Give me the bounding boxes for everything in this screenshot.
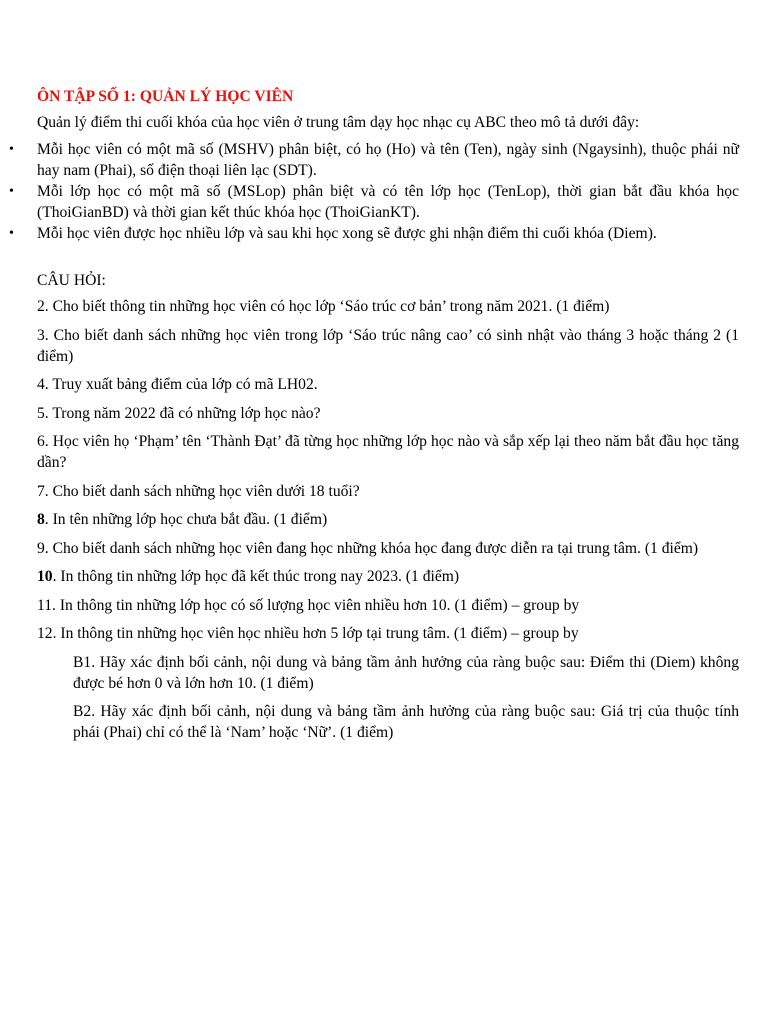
question-item <box>37 431 739 473</box>
question-number: 11. <box>37 596 56 614</box>
question-text: Cho biết danh sách những học viên dưới 18 tuổi? <box>48 482 360 500</box>
question-text: In thông tin những lớp học có số lượng học viên nhiều hơn 10. (1 điểm) – group by <box>55 596 580 614</box>
question-item <box>37 623 739 644</box>
list-item-text: Mỗi học viên có một mã số (MSHV) phân biệt, có họ (Ho) và tên (Ten), ngày sinh (Ngaysinh), thuộc phái nữ hay nam (Phai), số điện thoại liên lạc (SDT). <box>37 141 739 179</box>
sub-question-b2: B2. Hãy xác định bối cảnh, nội dung và bảng tầm ảnh hưởng của ràng buộc sau: Giá trị của thuộc tính phái (Phai) chỉ có thể là ‘Nam’ hoặc ‘Nữ’. (1 điểm) <box>73 702 739 741</box>
question-item <box>37 296 739 317</box>
question-item <box>37 509 739 530</box>
question-number: 7. <box>37 482 49 500</box>
question-number: 4. <box>37 376 49 393</box>
intro-paragraph: Quản lý điểm thi cuối khóa của học viên ở trung tâm dạy học nhạc cụ ABC theo mô tả dưới đây: <box>37 114 640 131</box>
question-item <box>37 325 739 367</box>
question-text: . In thông tin những lớp học đã kết thúc trong nay 2023. (1 điểm) <box>52 568 460 585</box>
document-title: ÔN TẬP SỐ 1: QUẢN LÝ HỌC VIÊN <box>37 88 294 105</box>
question-number: 8 <box>37 511 45 528</box>
question-text: Truy xuất bảng điểm của lớp có mã LH02. <box>48 376 318 393</box>
list-item-text: Mỗi lớp học có một mã số (MSLop) phân biệt và có tên lớp học (TenLop), thời gian bắt đầu khóa học (ThoiGianBD) và thời gian kết thúc khóa học (ThoiGianKT). <box>37 183 739 221</box>
question-text: Cho biết danh sách những học viên trong lớp ‘Sáo trúc nâng cao’ có sinh nhật vào tháng 3 hoặc tháng 2 (1 điểm) <box>37 326 739 365</box>
questions-heading: CÂU HỎI: <box>37 272 106 289</box>
bullet-icon: • <box>9 184 14 199</box>
question-number: 10 <box>37 568 53 585</box>
list-item <box>9 181 739 223</box>
question-number: 2. <box>37 298 49 315</box>
question-item <box>37 403 739 424</box>
questions-list <box>37 296 739 750</box>
question-item <box>37 538 739 559</box>
list-item <box>9 223 739 244</box>
question-text: Cho biết danh sách những học viên đang học những khóa học đang được diễn ra tại trung tâm. (1 điểm) <box>48 539 699 557</box>
bullet-icon: • <box>9 226 14 241</box>
question-number: 9. <box>37 539 49 557</box>
list-item-text: Mỗi học viên được học nhiều lớp và sau khi học xong sẽ được ghi nhận điểm thi cuối khóa (Diem). <box>37 225 657 242</box>
sub-question-b1: B1. Hãy xác định bối cảnh, nội dung và bảng tầm ảnh hưởng của ràng buộc sau: Điểm thi (Diem) không được bé hơn 0 và lớn hơn 10. (1 điểm) <box>73 653 739 692</box>
question-item <box>37 566 739 587</box>
question-number: 5. <box>37 404 49 422</box>
question-item <box>37 481 739 502</box>
question-text: In thông tin những học viên học nhiều hơn 5 lớp tại trung tâm. (1 điểm) – group by <box>56 625 579 642</box>
question-number: 12. <box>37 625 57 642</box>
question-item <box>37 595 739 616</box>
question-text: Học viên họ ‘Phạm’ tên ‘Thành Đạt’ đã từng học những lớp học nào và sắp xếp lại theo năm bắt đầu học tăng dần? <box>37 433 739 471</box>
bullet-icon: • <box>9 142 14 157</box>
question-number: 6. <box>37 433 49 450</box>
question-text: Trong năm 2022 đã có những lớp học nào? <box>48 404 321 422</box>
description-list <box>9 139 739 244</box>
question-text: Cho biết thông tin những học viên có học lớp ‘Sáo trúc cơ bản’ trong năm 2021. (1 điểm) <box>48 298 610 315</box>
list-item <box>9 139 739 181</box>
question-number: 3. <box>37 326 49 344</box>
question-item <box>37 374 739 395</box>
question-text: . In tên những lớp học chưa bắt đầu. (1 điểm) <box>44 511 328 528</box>
